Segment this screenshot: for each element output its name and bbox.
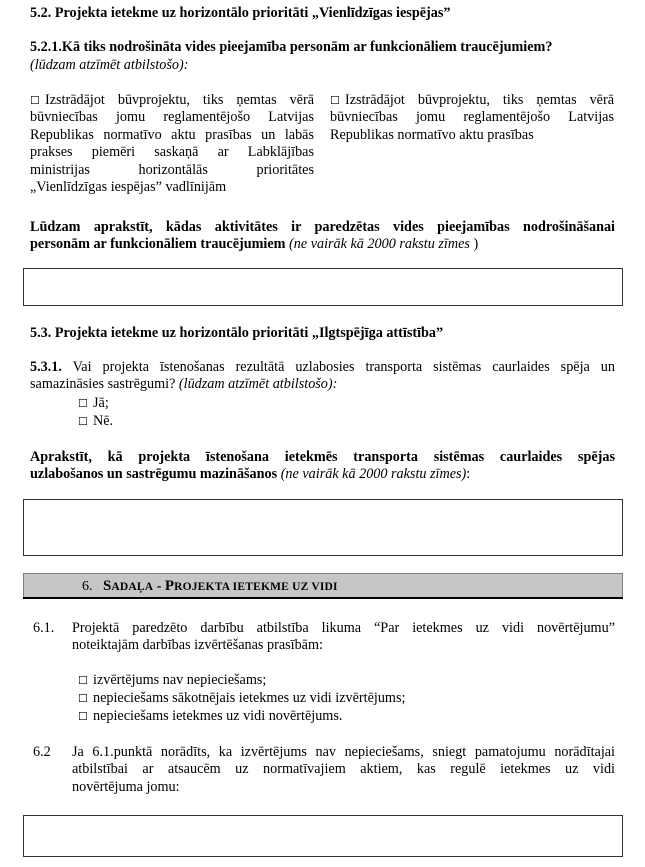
section-5-3-heading: 5.3. Projekta ietekme uz horizontālo prioritāti „Ilgtspējīga attīstība” [30, 325, 444, 341]
question-5-3-1: 5.3.1. Vai projekta īstenošanas rezultātā uzlabosies transporta sistēmas caurlaides spēja un samazināsies sastrēgumi? (lūdzam atzīmēt atbilstošo): [30, 359, 615, 393]
transport-description-field[interactable] [23, 499, 623, 556]
option-initial-assessment[interactable]: ☐ nepieciešams sākotnējais ietekmes uz vidi izvērtējums; [78, 690, 406, 706]
checkbox-icon[interactable]: ☐ [78, 415, 88, 428]
section-5-2-heading: 5.2. Projekta ietekme uz horizontālo prioritāti „Vienlīdzīgas iespējas” [30, 5, 451, 21]
checkbox-icon[interactable]: ☐ [78, 397, 88, 410]
accessibility-description-field[interactable] [23, 268, 623, 306]
describe-accessibility-prompt: Lūdzam aprakstīt, kādas aktivitātes ir paredzētas vides pieejamības nodrošināšanai personām ar funkcionāliem traucējumiem (ne vairāk kā 2000 rakstu zīmes ) [30, 219, 615, 253]
option-normative-only[interactable]: ☐ Izstrādājot būvprojektu, tiks ņemtas vērā būvniecības jomu reglamentējošo Latvijas Republikas normatīvo aktu prasības [330, 92, 614, 143]
section-6-underline [23, 597, 623, 599]
question-6-2-number: 6.2 [33, 744, 51, 760]
justification-field[interactable] [23, 815, 623, 857]
question-text: Kā tiks nodrošināta vides pieejamība personām ar funkcionāliem traucējumiem? [61, 39, 553, 55]
checkbox-icon[interactable]: ☐ [78, 692, 88, 705]
question-6-2: Ja 6.1.punktā norādīts, ka izvērtējums nav nepieciešams, sniegt pamatojumu norādītajai atbilstībai ar atsaucēm uz normatīvajiem aktiem, kas regulē ietekmes uz vidi novērtējuma jomu: [72, 744, 615, 795]
section-6-title: 6. SADAĻA - PROJEKTA IETEKME UZ VIDI [82, 578, 338, 594]
checkbox-icon[interactable]: ☐ [78, 710, 88, 723]
question-6-1: Projektā paredzēto darbību atbilstība likuma “Par ietekmes uz vidi novērtējumu” noteiktajām darbības izvērtēšanas prasībām: [72, 620, 615, 654]
section-6-header [23, 573, 623, 599]
checkbox-icon[interactable]: ☐ [30, 94, 40, 107]
question-5-2-1 [30, 39, 552, 56]
checkbox-icon[interactable]: ☐ [330, 94, 340, 107]
question-6-1-number: 6.1. [33, 620, 55, 636]
checkbox-icon[interactable]: ☐ [78, 674, 88, 687]
option-yes[interactable]: ☐ Jā; [78, 395, 109, 411]
option-no[interactable]: ☐ Nē. [78, 413, 114, 429]
option-full-assessment[interactable]: ☐ nepieciešams ietekmes uz vidi novērtējums. [78, 708, 343, 724]
option-full-guidelines[interactable]: ☐ Izstrādājot būvprojektu, tiks ņemtas vērā būvniecības jomu reglamentējošo Latvijas Republikas normatīvo aktu prasības un labās prakses piemēri saskaņā ar Labklājības ministrijas horizontālās prioritātes „Vienlīdzīgas iespējas” vadlīnijām [30, 92, 314, 196]
question-number: 5.2.1. [30, 39, 62, 55]
option-assessment-not-needed[interactable]: ☐ izvērtējums nav nepieciešams; [78, 672, 267, 688]
question-note: (lūdzam atzīmēt atbilstošo): [30, 57, 189, 73]
describe-transport-prompt: Aprakstīt, kā projekta īstenošana ietekmēs transporta sistēmas caurlaides spējas uzlabošanos un sastrēgumu mazināšanos (ne vairāk kā 2000 rakstu zīmes): [30, 449, 615, 483]
